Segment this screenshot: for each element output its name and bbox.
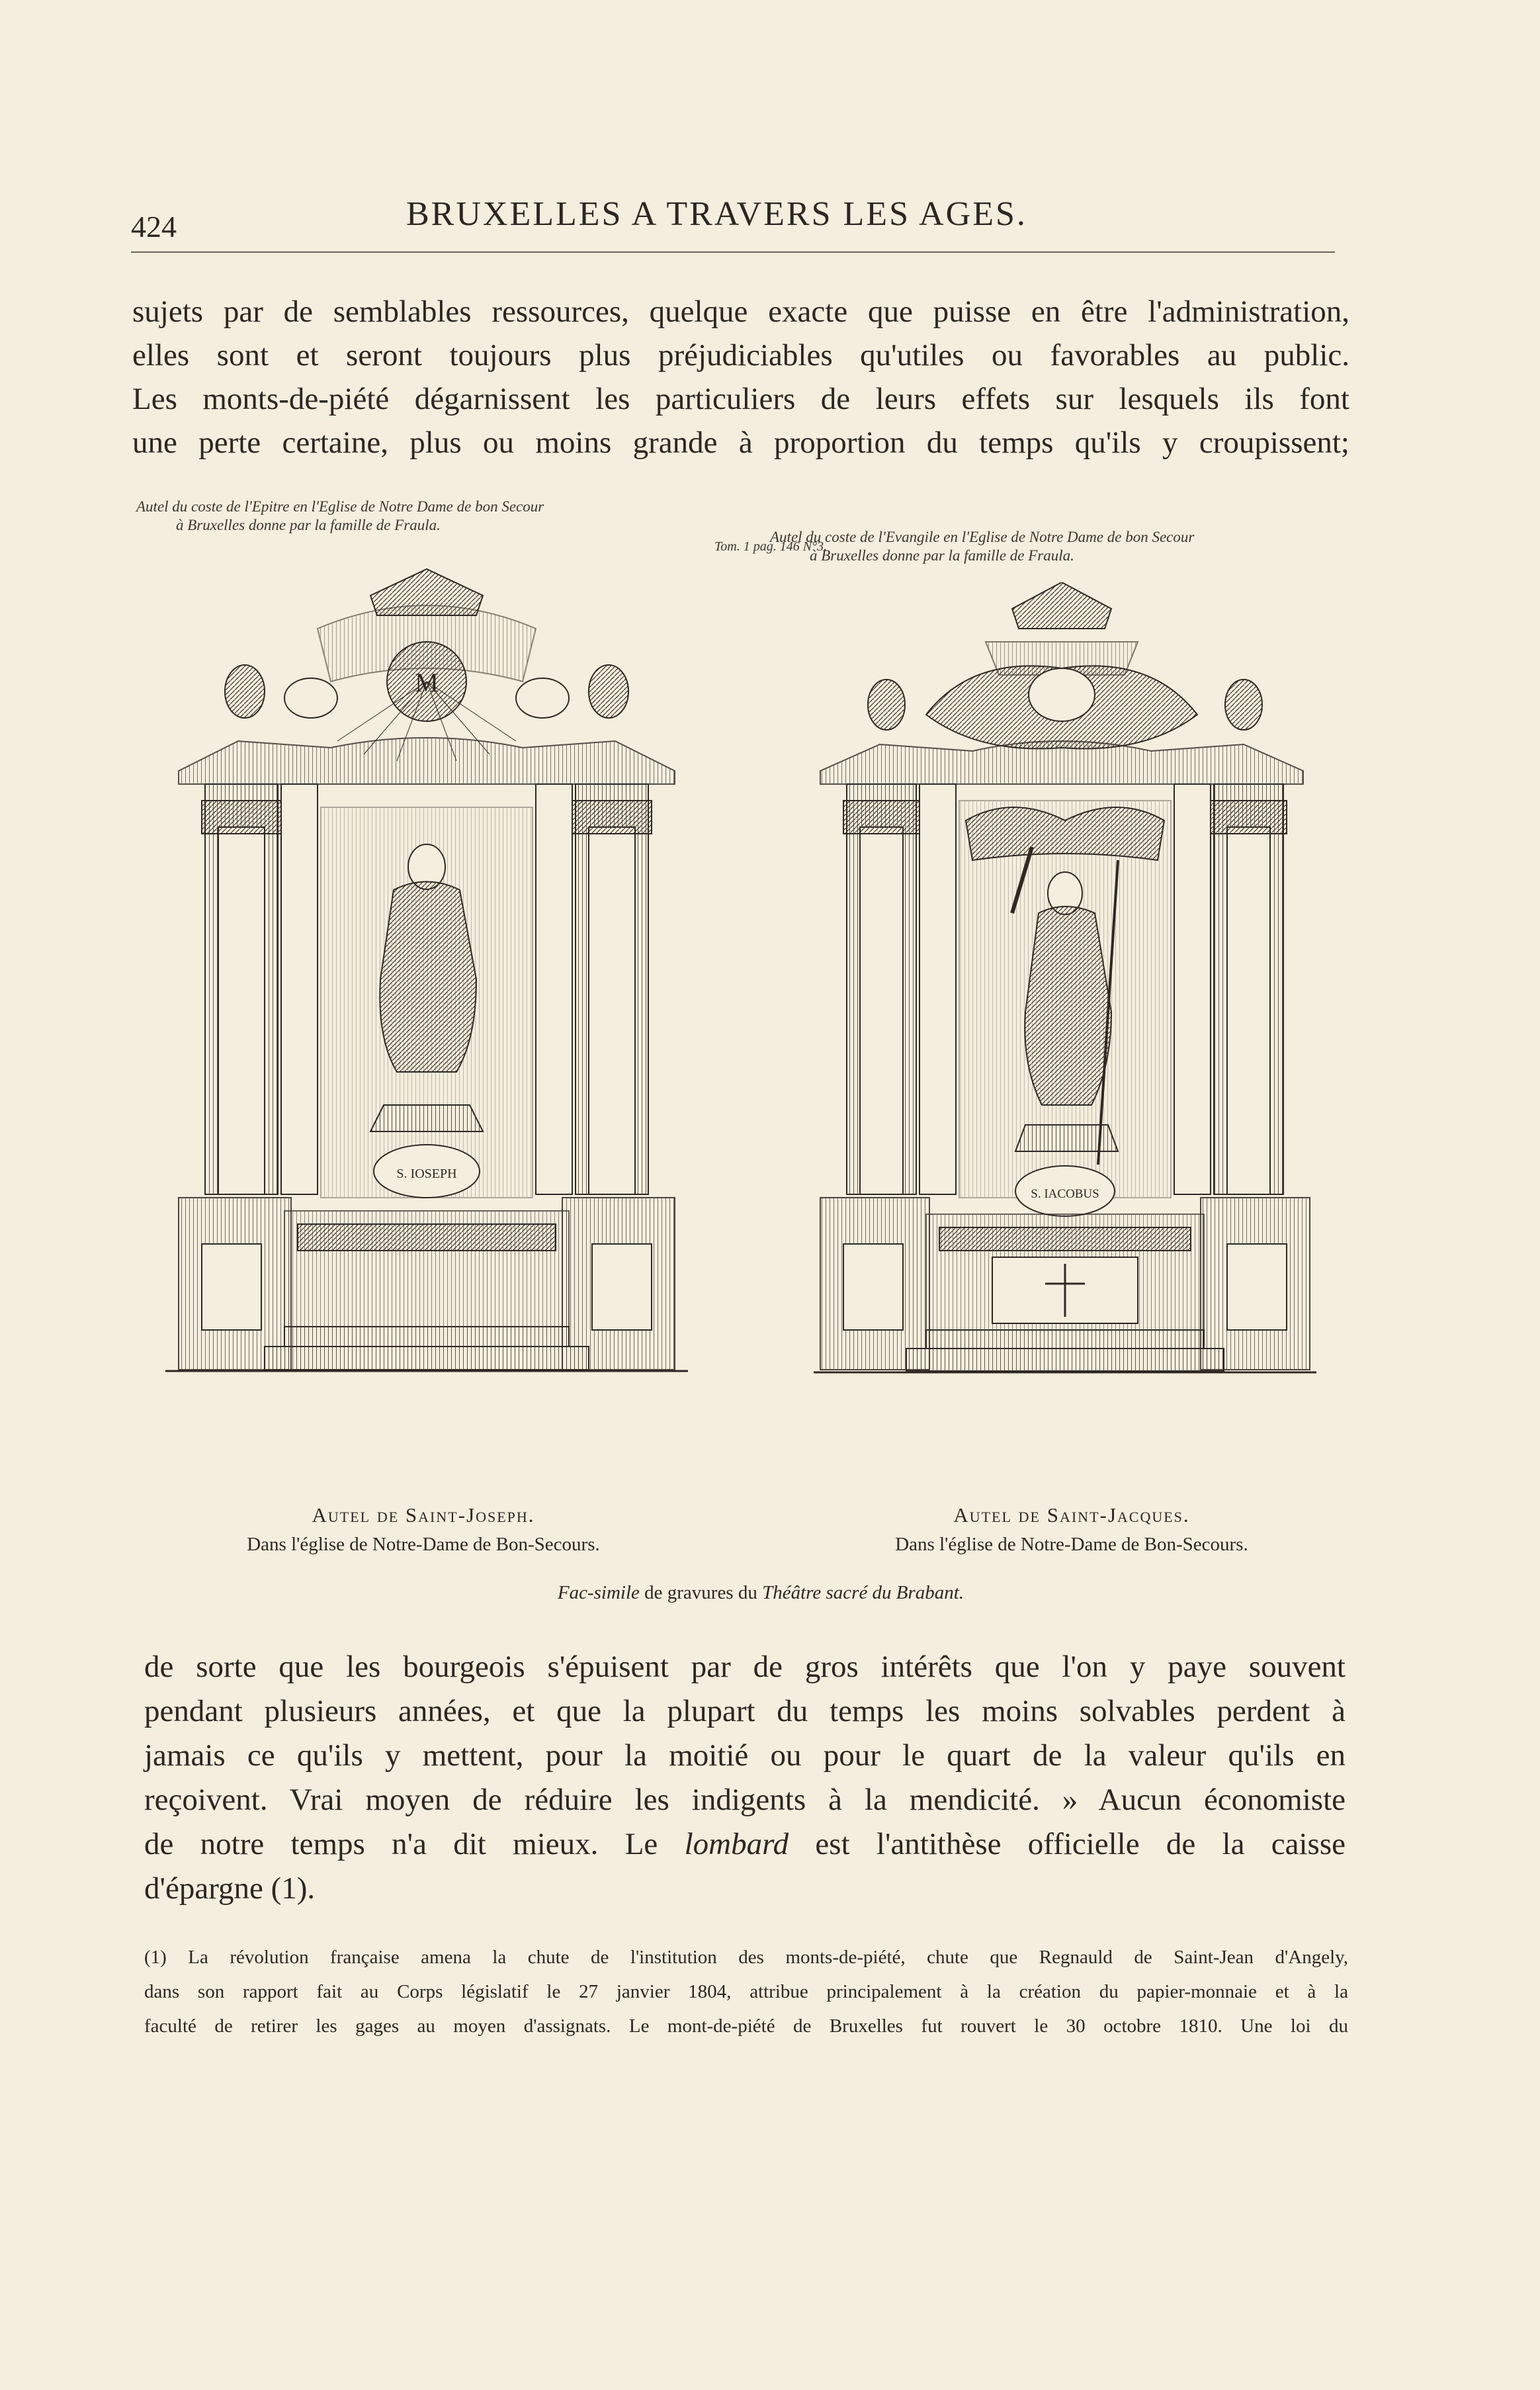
text-line: jamais ce qu'ils y mettent, pour la moitié ou pour le quart de la valeur qu'ils en xyxy=(144,1738,1346,1773)
plate-reference-left: Tom. 1 pag. 146 N°3. xyxy=(714,539,828,554)
text-segment: de notre temps n'a dit mieux. Le xyxy=(144,1827,685,1861)
facsimile-text: de gravures du xyxy=(639,1582,763,1603)
text-line: d'épargne (1). xyxy=(144,1871,316,1906)
text-line xyxy=(144,1822,1346,1867)
caption-left xyxy=(185,1501,662,1559)
text-line: sujets par de semblables ressources, quelque exacte que puisse en être l'administration, xyxy=(132,294,1349,329)
running-head: BRUXELLES A TRAVERS LES AGES. xyxy=(406,195,1027,233)
text-line: reçoivent. Vrai moyen de réduire les indigents à la mendicité. » Aucun économiste xyxy=(144,1783,1346,1817)
footnote-line: dans son rapport fait au Corps législatif le 27 janvier 1804, attribue principalement à la création du papier-monnaie et à la xyxy=(144,1981,1348,2002)
plate-title-left xyxy=(136,498,544,535)
footnote xyxy=(144,1940,1348,2043)
altar-plaque-text: S. IOSEPH xyxy=(396,1167,457,1181)
caption-title: Autel de Saint-Joseph. xyxy=(312,1503,535,1527)
facsimile-source: Théâtre sacré du Brabant. xyxy=(762,1582,964,1603)
altar-plaque-text: S. IACOBUS xyxy=(1031,1187,1099,1201)
paragraph-top xyxy=(132,290,1349,465)
text-line: Les monts-de-piété dégarnissent les particuliers de leurs effets sur lesquels ils font xyxy=(132,382,1349,416)
caption-title: Autel de Saint-Jacques. xyxy=(953,1503,1190,1527)
paragraph-bottom xyxy=(144,1645,1346,1911)
plate-title-line: à Bruxelles donne par la famille de Fraula. xyxy=(176,517,441,533)
plate-title-line: Autel du coste de l'Evangile en l'Eglise de Notre Dame de bon Secour xyxy=(770,529,1195,545)
caption-subtitle: Dans l'église de Notre-Dame de Bon-Secours. xyxy=(247,1534,600,1555)
text-line: une perte certaine, plus ou moins grande à proportion du temps qu'ils y croupissent; xyxy=(132,425,1349,460)
altar-saint-joseph-engraving xyxy=(165,556,688,1482)
text-segment: est l'antithèse officielle de la caisse xyxy=(789,1827,1346,1861)
footnote-line: faculté de retirer les gages au moyen d'assignats. Le mont-de-piété de Bruxelles fut rouvert le 30 octobre 1810. Une loi du xyxy=(144,2015,1348,2037)
plate-title-line: Autel du coste de l'Epitre en l'Eglise de Notre Dame de bon Secour xyxy=(136,498,544,515)
text-line: pendant plusieurs années, et que la plupart du temps les moins solvables perdent à xyxy=(144,1694,1346,1728)
caption-right xyxy=(834,1501,1310,1559)
header-rule xyxy=(131,251,1335,253)
text-line: elles sont et seront toujours plus préjudiciables qu'utiles ou favorables au public. xyxy=(132,338,1349,373)
footnote-line: (1) La révolution française amena la chute de l'institution des monts-de-piété, chute que Regnauld de Saint-Jean d'Angely, xyxy=(144,1947,1348,1968)
caption-subtitle: Dans l'église de Notre-Dame de Bon-Secours. xyxy=(895,1534,1248,1555)
facsimile-credit xyxy=(331,1578,1191,1607)
plate-title-right xyxy=(770,528,1194,565)
page-number: 424 xyxy=(131,210,177,243)
facsimile-italic: Fac-simile xyxy=(557,1582,640,1603)
plate-title-line: à Bruxelles donne par la famille de Fraula. xyxy=(810,547,1074,564)
text-line: de sorte que les bourgeois s'épuisent par de gros intérêts que l'on y paye souvent xyxy=(144,1650,1346,1684)
svg-text:M: M xyxy=(415,668,439,697)
altar-saint-jacques-engraving xyxy=(814,582,1316,1482)
italic-term-lombard: lombard xyxy=(684,1827,789,1861)
